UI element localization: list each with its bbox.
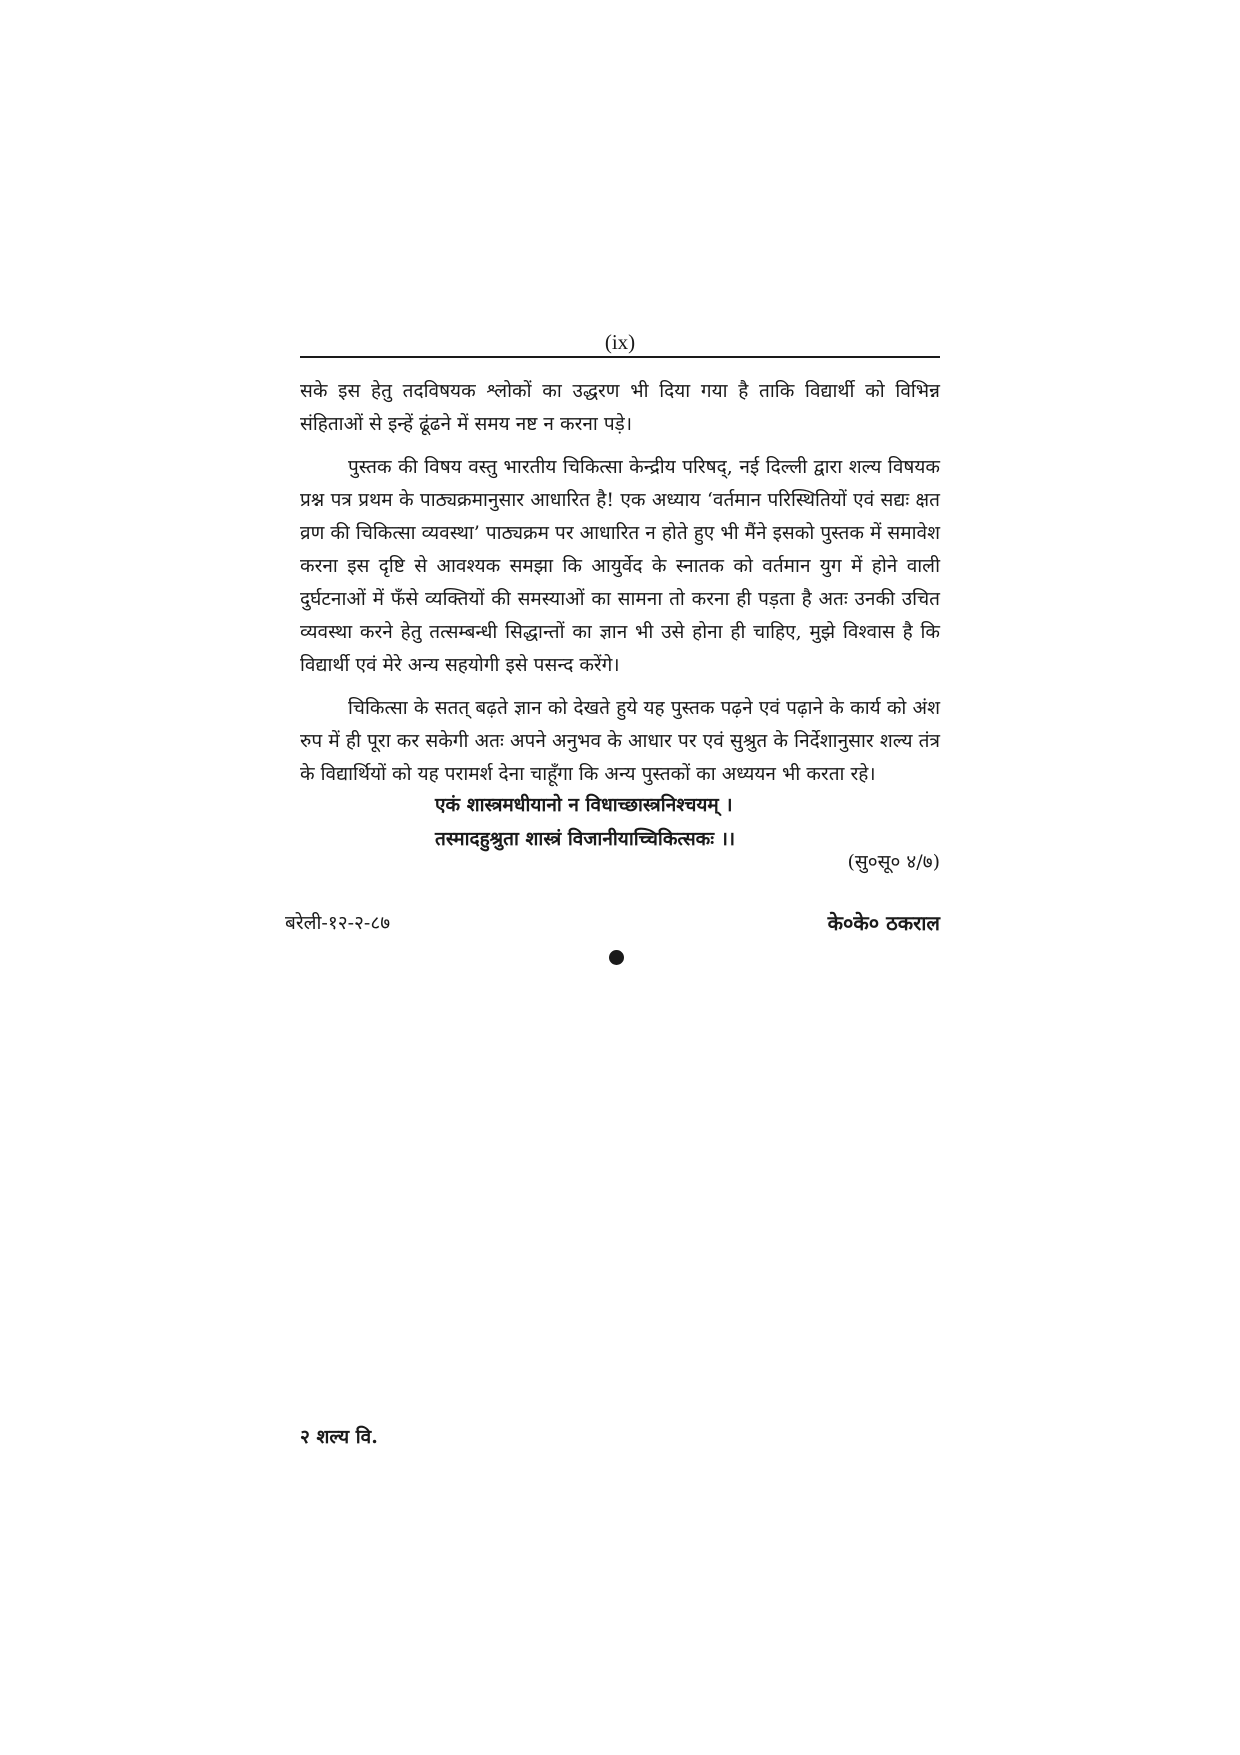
place-date: बरेली-१२-२-८७ <box>285 912 391 934</box>
verse-line-2: तस्मादहुश्रुता शास्त्रं विजानीयाच्चिकित्सकः ।। <box>435 828 736 850</box>
verse-line-1: एकं शास्त्रमधीयानो न विधाच्छास्त्रनिश्चयम् । <box>435 794 733 816</box>
verse-citation: (सु०सू० ४/७) <box>847 851 940 873</box>
signature-mark: २ शल्य वि. <box>300 1426 378 1448</box>
paragraph-advice: चिकित्सा के सतत् बढ़ते ज्ञान को देखते हुये यह पुस्तक पढ़ने एवं पढ़ाने के कार्य को अंश रुप में ही पूरा कर सकेगी अतः अपने अनुभव के आधार पर एवं सुश्रुत के निर्देशानुसार शल्य तंत्र के विद्यार्थियों को यह परामर्श देना चाहूँगा कि अन्य पुस्तकों का अध्ययन भी करता रहे। <box>300 697 940 785</box>
header-rule <box>300 356 940 358</box>
signoff <box>285 907 940 939</box>
page-number: (ix) <box>604 330 636 354</box>
sanskrit-verse <box>435 788 855 856</box>
end-bullet <box>609 950 624 965</box>
paragraph-continuation: सके इस हेतु तदविषयक श्लोकों का उद्धरण भी दिया गया है ताकि विद्यार्थी को विभिन्न संहिताओं से इन्हें ढूंढने में समय नष्ट न करना पड़े। <box>300 380 940 435</box>
preface-body <box>300 375 940 801</box>
paragraph-syllabus: पुस्तक की विषय वस्तु भारतीय चिकित्सा केन्द्रीय परिषद्, नई दिल्ली द्वारा शल्य विषयक प्रश्न पत्र प्रथम के पाठ्यक्रमानुसार आधारित है! एक अध्याय ‘वर्तमान परिस्थितियों एवं सद्यः क्षत व्रण की चिकित्सा व्यवस्था’ पाठ्यक्रम पर आधारित न होते हुए भी मैंने इसको पुस्तक में समावेश करना इस दृष्टि से आवश्यक समझा कि आयुर्वेद के स्नातक को वर्तमान युग में होने वाली दुर्घटनाओं में फँसे व्यक्तियों की समस्याओं का सामना तो करना ही पड़ता है अतः उनकी उचित व्यवस्था करने हेतु तत्सम्बन्धी सिद्धान्तों का ज्ञान भी उसे होना ही चाहिए, मुझे विश्वास है कि विद्यार्थी एवं मेरे अन्य सहयोगी इसे पसन्द करेंगे। <box>300 456 940 676</box>
author-name: के०के० ठकराल <box>827 911 940 935</box>
